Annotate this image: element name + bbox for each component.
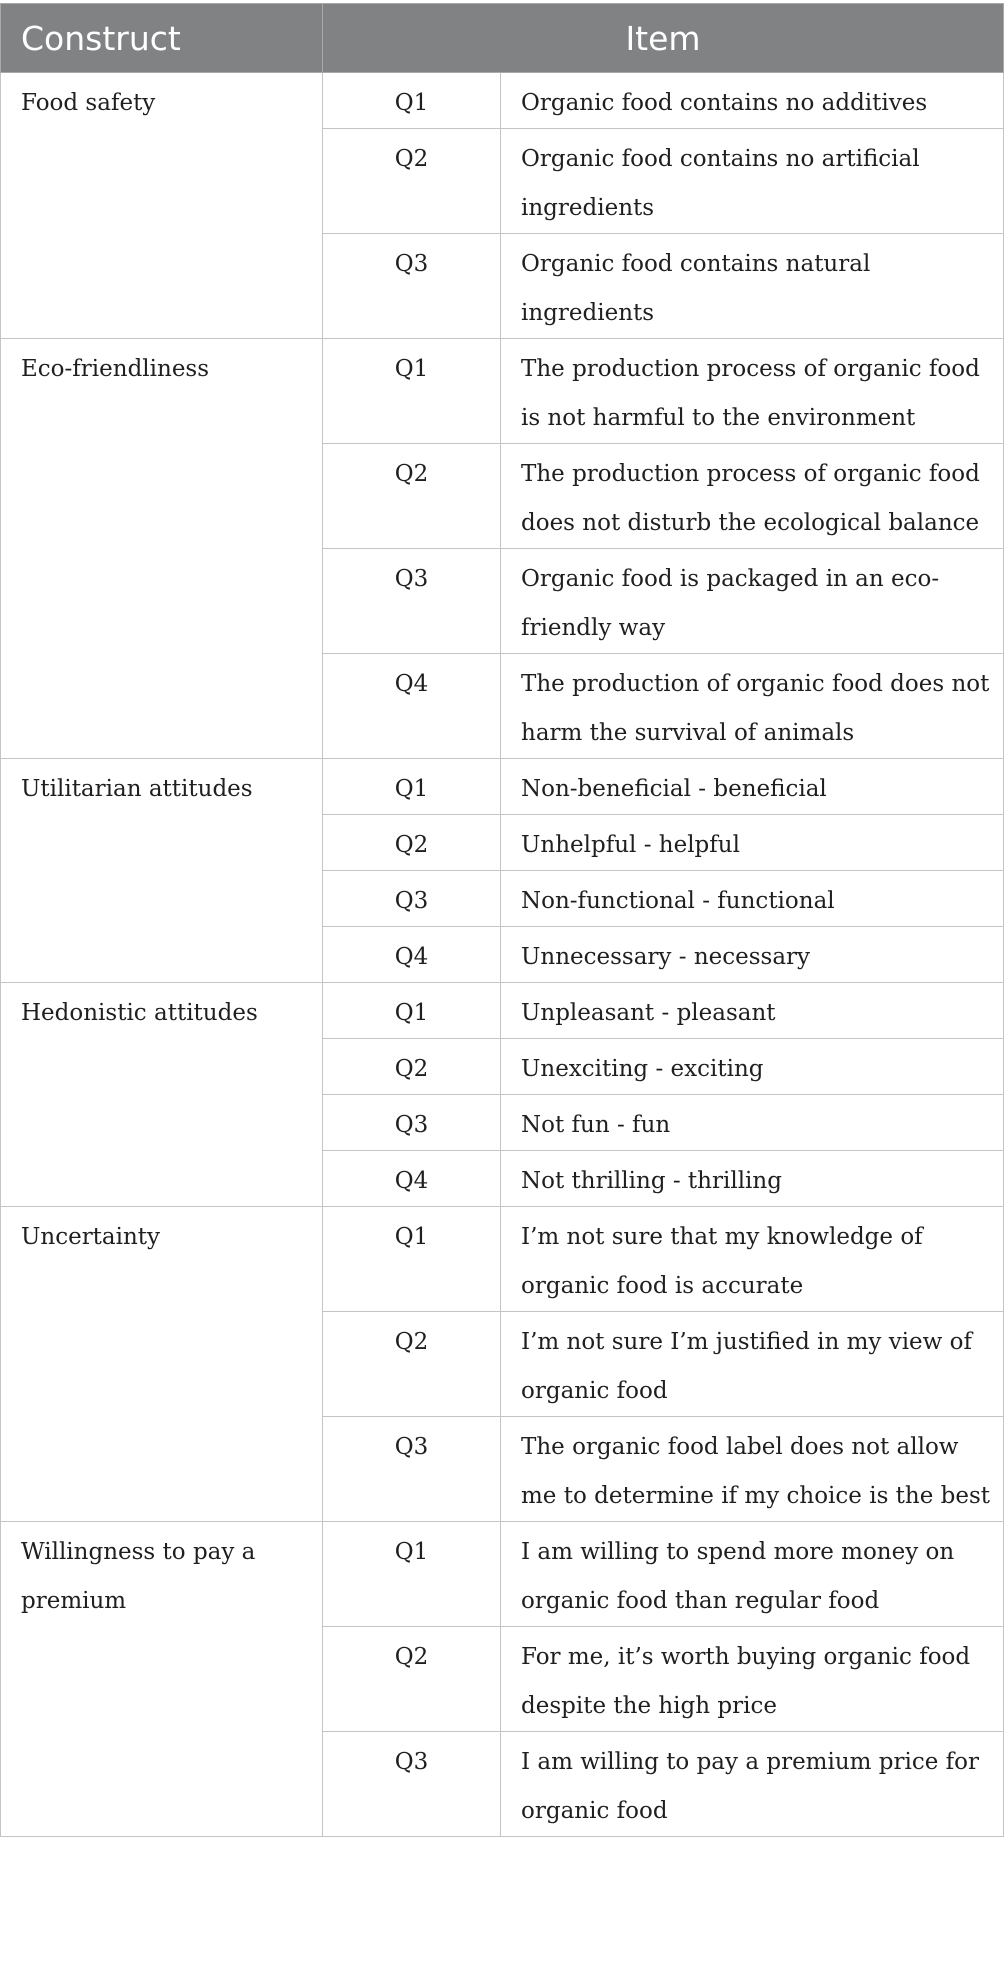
header-construct: Construct — [1, 4, 323, 73]
table-header — [1, 4, 1004, 73]
item-text-cell: Unpleasant - pleasant — [501, 983, 1004, 1039]
item-code-cell: Q1 — [323, 1207, 501, 1312]
item-code-cell: Q1 — [323, 1522, 501, 1627]
table-row — [1, 73, 1004, 129]
item-code-cell: Q4 — [323, 1151, 501, 1207]
item-text-cell: The production process of organic food is not harmful to the environment — [501, 339, 1004, 444]
construct-cell: Eco-friendliness — [1, 339, 323, 759]
construct-cell: Hedonistic attitudes — [1, 983, 323, 1207]
item-text-cell: The production process of organic food does not disturb the ecological balance — [501, 444, 1004, 549]
header-row — [1, 4, 1004, 73]
item-text-cell: I’m not sure that my knowledge of organic food is accurate — [501, 1207, 1004, 1312]
item-code-cell: Q3 — [323, 234, 501, 339]
item-code-cell: Q4 — [323, 927, 501, 983]
item-text-cell: I am willing to pay a premium price for organic food — [501, 1732, 1004, 1837]
item-text-cell: For me, it’s worth buying organic food despite the high price — [501, 1627, 1004, 1732]
item-code-cell: Q1 — [323, 983, 501, 1039]
table-row — [1, 339, 1004, 444]
table-row — [1, 759, 1004, 815]
item-code-cell: Q2 — [323, 129, 501, 234]
item-text-cell: Organic food contains no additives — [501, 73, 1004, 129]
table-row — [1, 983, 1004, 1039]
item-text-cell: Non-functional - functional — [501, 871, 1004, 927]
item-text-cell: Not thrilling - thrilling — [501, 1151, 1004, 1207]
header-item: Item — [323, 4, 1004, 73]
item-code-cell: Q3 — [323, 549, 501, 654]
item-text-cell: Organic food contains natural ingredients — [501, 234, 1004, 339]
item-text-cell: Unexciting - exciting — [501, 1039, 1004, 1095]
item-text-cell: Non-beneficial - beneficial — [501, 759, 1004, 815]
construct-cell: Utilitarian attitudes — [1, 759, 323, 983]
item-code-cell: Q1 — [323, 73, 501, 129]
item-text-cell: Organic food contains no artificial ingredients — [501, 129, 1004, 234]
item-text-cell: Organic food is packaged in an eco-friendly way — [501, 549, 1004, 654]
table-body — [1, 73, 1004, 1837]
item-text-cell: I am willing to spend more money on organic food than regular food — [501, 1522, 1004, 1627]
item-code-cell: Q1 — [323, 339, 501, 444]
construct-cell: Uncertainty — [1, 1207, 323, 1522]
item-code-cell: Q2 — [323, 1312, 501, 1417]
item-code-cell: Q3 — [323, 871, 501, 927]
item-text-cell: The organic food label does not allow me to determine if my choice is the best — [501, 1417, 1004, 1522]
item-code-cell: Q2 — [323, 1627, 501, 1732]
construct-cell: Willingness to pay a premium — [1, 1522, 323, 1837]
table-row — [1, 1207, 1004, 1312]
item-code-cell: Q3 — [323, 1732, 501, 1837]
construct-cell: Food safety — [1, 73, 323, 339]
item-text-cell: Unnecessary - necessary — [501, 927, 1004, 983]
item-code-cell: Q3 — [323, 1417, 501, 1522]
item-code-cell: Q2 — [323, 1039, 501, 1095]
item-text-cell: The production of organic food does not harm the survival of animals — [501, 654, 1004, 759]
item-code-cell: Q1 — [323, 759, 501, 815]
item-text-cell: Not fun - fun — [501, 1095, 1004, 1151]
survey-items-table — [0, 3, 1004, 1837]
item-code-cell: Q4 — [323, 654, 501, 759]
table-row — [1, 1522, 1004, 1627]
item-code-cell: Q3 — [323, 1095, 501, 1151]
item-code-cell: Q2 — [323, 444, 501, 549]
item-code-cell: Q2 — [323, 815, 501, 871]
item-text-cell: Unhelpful - helpful — [501, 815, 1004, 871]
item-text-cell: I’m not sure I’m justified in my view of organic food — [501, 1312, 1004, 1417]
